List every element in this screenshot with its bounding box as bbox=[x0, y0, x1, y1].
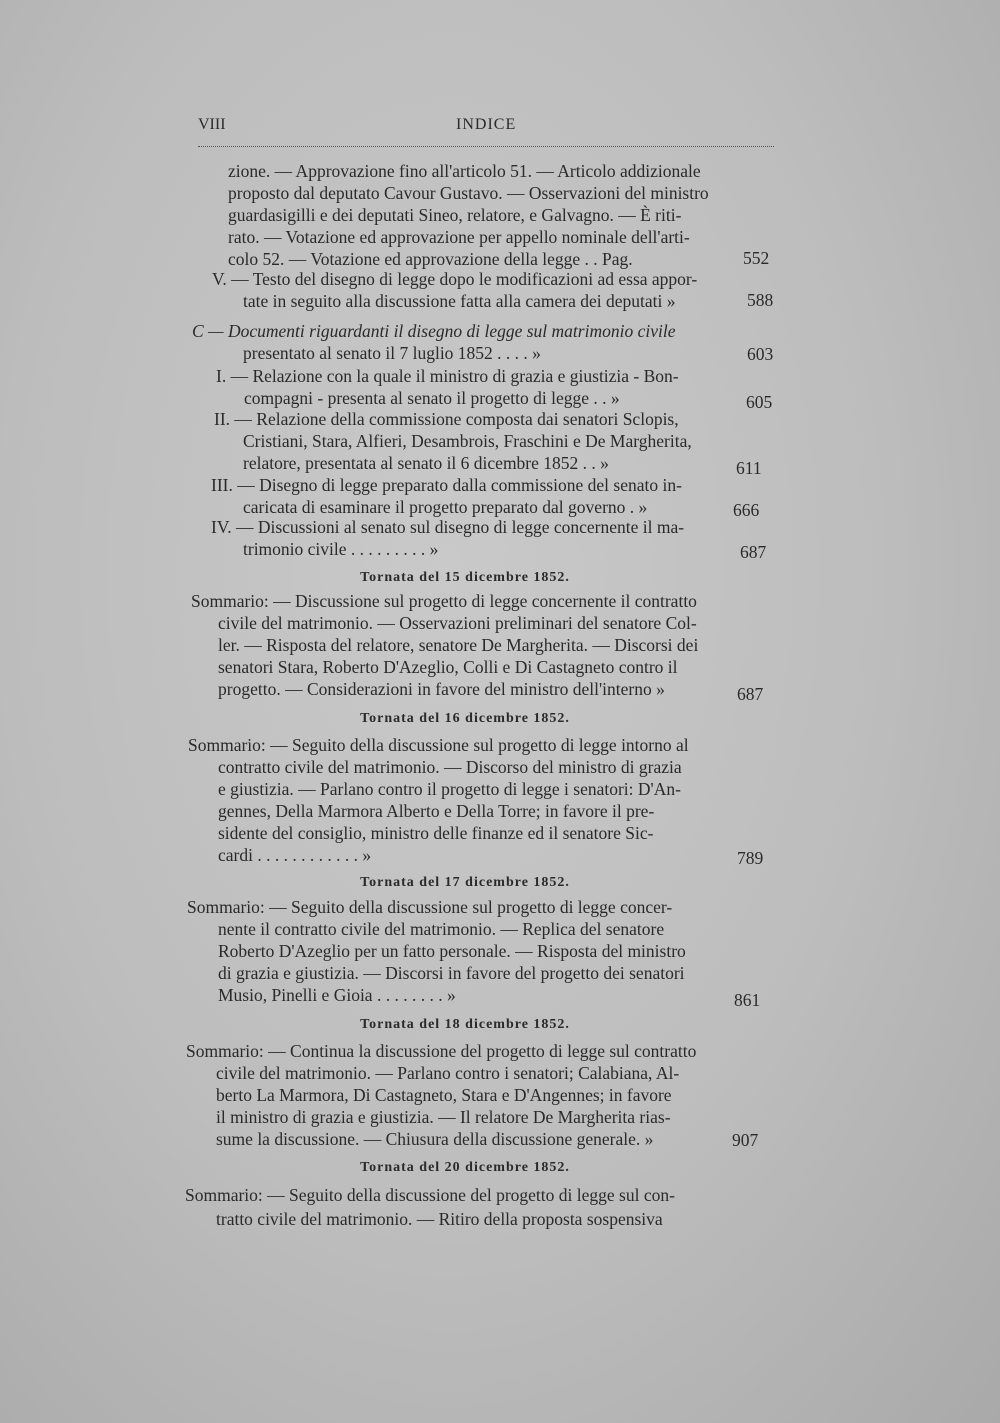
text-line: proposto dal deputato Cavour Gustavo. — Osservazioni del ministro bbox=[228, 183, 709, 203]
text-line: III. — Disegno di legge preparato dalla commissione del senato in- bbox=[211, 475, 682, 495]
text-line: colo 52. — Votazione ed approvazione della legge . . Pag. bbox=[228, 249, 633, 269]
text-line: Roberto D'Azeglio per un fatto personale. — Risposta del ministro bbox=[218, 941, 686, 961]
text-line: trimonio civile . . . . . . . . . » bbox=[243, 539, 439, 559]
page-ref: 588 bbox=[747, 290, 774, 310]
text-line: Sommario: — Seguito della discussione sul progetto di legge intorno al bbox=[188, 735, 689, 755]
header-title: INDICE bbox=[456, 116, 517, 133]
page-ref: 789 bbox=[737, 848, 764, 868]
text-line: presentato al senato il 7 luglio 1852 . . . . » bbox=[243, 343, 541, 363]
session-heading: Tornata del 20 dicembre 1852. bbox=[360, 1160, 570, 1175]
text-line: II. — Relazione della commissione composta dai senatori Sclopis, bbox=[214, 409, 679, 429]
text-line: tratto civile del matrimonio. — Ritiro della proposta sospensiva bbox=[216, 1209, 663, 1229]
text-line: I. — Relazione con la quale il ministro di grazia e giustizia - Bon- bbox=[216, 366, 679, 386]
text-line: rato. — Votazione ed approvazione per appello nominale dell'arti- bbox=[228, 227, 690, 247]
section-line: C — Documenti riguardanti il disegno di legge sul matrimonio civile bbox=[192, 321, 676, 341]
text-line: tate in seguito alla discussione fatta alla camera dei deputati » bbox=[243, 291, 676, 311]
text-line: V. — Testo del disegno di legge dopo le modificazioni ad essa appor- bbox=[212, 269, 698, 289]
text-line: ler. — Risposta del relatore, senatore De Margherita. — Discorsi dei bbox=[218, 635, 699, 655]
session-heading: Tornata del 16 dicembre 1852. bbox=[360, 711, 570, 726]
page-ref: 666 bbox=[733, 500, 760, 520]
text-line: di grazia e giustizia. — Discorsi in favore del progetto dei senatori bbox=[218, 963, 685, 983]
page-ref: 552 bbox=[743, 248, 770, 268]
text-line: caricata di esaminare il progetto preparato dal governo . » bbox=[243, 497, 648, 517]
running-header bbox=[198, 116, 774, 147]
page-ref: 603 bbox=[747, 344, 774, 364]
text-line: cardi . . . . . . . . . . . . » bbox=[218, 845, 372, 865]
text-line: sidente del consiglio, ministro delle finanze ed il senatore Sic- bbox=[218, 823, 654, 843]
page-ref: 861 bbox=[734, 990, 761, 1010]
text-line: Sommario: — Seguito della discussione sul progetto di legge concer- bbox=[187, 897, 673, 917]
text-line: berto La Marmora, Di Castagneto, Stara e D'Angennes; in favore bbox=[216, 1085, 672, 1105]
text-line: progetto. — Considerazioni in favore del ministro dell'interno » bbox=[218, 679, 665, 699]
text-line: Sommario: — Continua la discussione del progetto di legge sul contratto bbox=[186, 1041, 697, 1061]
page-ref: 687 bbox=[740, 542, 767, 562]
text-line: il ministro di grazia e giustizia. — Il relatore De Margherita rias- bbox=[216, 1107, 671, 1127]
page-ref: 907 bbox=[732, 1130, 759, 1150]
text-line: Sommario: — Seguito della discussione del progetto di legge sul con- bbox=[185, 1185, 675, 1205]
session-heading: Tornata del 18 dicembre 1852. bbox=[360, 1017, 570, 1032]
text-line: sume la discussione. — Chiusura della discussione generale. » bbox=[216, 1129, 654, 1149]
text-line: gennes, Della Marmora Alberto e Della Torre; in favore il pre- bbox=[218, 801, 655, 821]
text-line: compagni - presenta al senato il progetto di legge . . » bbox=[244, 388, 620, 408]
text-line: guardasigilli e dei deputati Sineo, relatore, e Galvagno. — È riti- bbox=[228, 205, 682, 225]
page-number-header: VIII bbox=[198, 116, 226, 133]
text-line: nente il contratto civile del matrimonio. — Replica del senatore bbox=[218, 919, 665, 939]
text-line: senatori Stara, Roberto D'Azeglio, Colli e Di Castagneto contro il bbox=[218, 657, 678, 677]
text-line: contratto civile del matrimonio. — Discorso del ministro di grazia bbox=[218, 757, 682, 777]
text-line: relatore, presentata al senato il 6 dicembre 1852 . . » bbox=[243, 453, 609, 473]
page-ref: 611 bbox=[736, 458, 762, 478]
text-line: civile del matrimonio. — Parlano contro i senatori; Calabiana, Al- bbox=[216, 1063, 680, 1083]
page-ref: 605 bbox=[746, 392, 773, 412]
text-line: civile del matrimonio. — Osservazioni preliminari del senatore Col- bbox=[218, 613, 697, 633]
text-line: Sommario: — Discussione sul progetto di legge concernente il contratto bbox=[191, 591, 697, 611]
session-heading: Tornata del 15 dicembre 1852. bbox=[360, 570, 570, 585]
text-line: Musio, Pinelli e Gioia . . . . . . . . » bbox=[218, 985, 456, 1005]
text-line: zione. — Approvazione fino all'articolo 51. — Articolo addizionale bbox=[228, 161, 701, 181]
text-line: e giustizia. — Parlano contro il progetto di legge i senatori: D'An- bbox=[218, 779, 681, 799]
text-line: IV. — Discussioni al senato sul disegno di legge concernente il ma- bbox=[211, 517, 685, 537]
session-heading: Tornata del 17 dicembre 1852. bbox=[360, 875, 570, 890]
page-ref: 687 bbox=[737, 684, 764, 704]
text-line: Cristiani, Stara, Alfieri, Desambrois, Fraschini e De Margherita, bbox=[243, 431, 692, 451]
